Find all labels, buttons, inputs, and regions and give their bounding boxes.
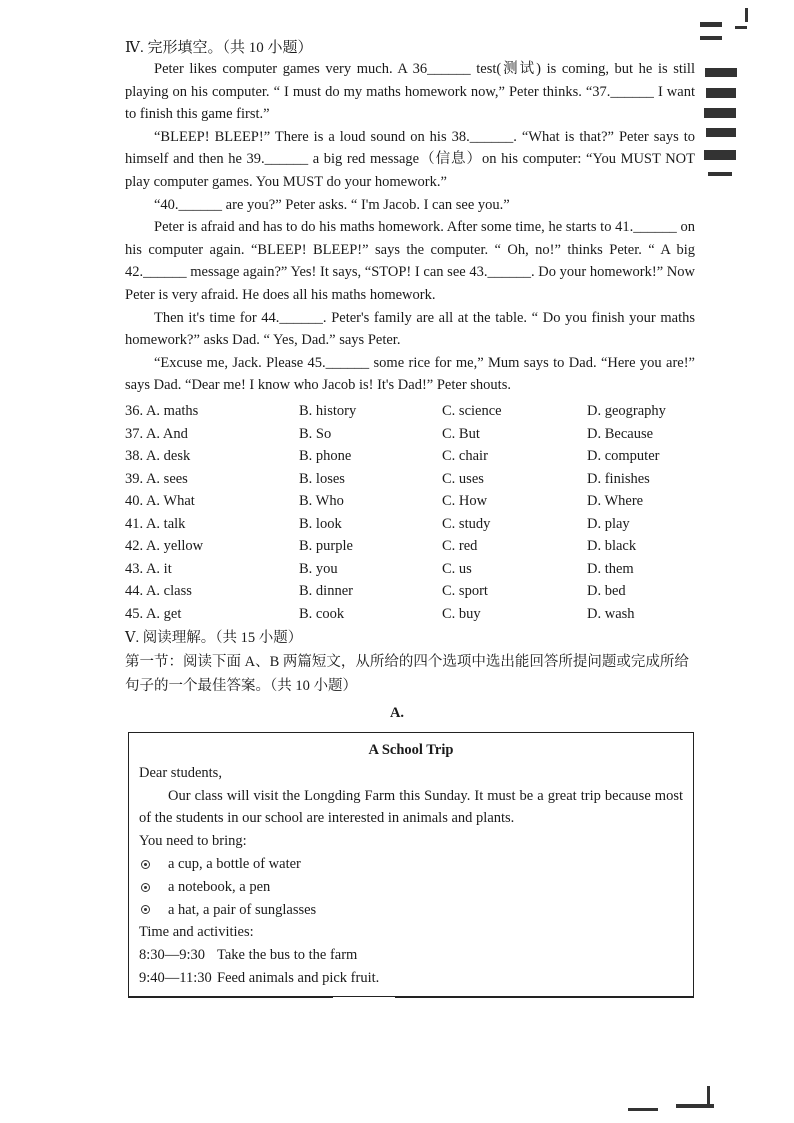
option-d: D. black	[587, 538, 637, 554]
scan-mark	[700, 22, 722, 27]
schedule-activity: Feed animals and pick fruit.	[217, 969, 380, 986]
option-row	[125, 580, 725, 603]
option-a: 44. A. class	[125, 583, 192, 599]
section5-title: Ⅴ. 阅读理解。（共 15 小题）	[125, 630, 303, 646]
option-a: 42. A. yellow	[125, 538, 204, 554]
option-c: C. science	[442, 403, 502, 419]
option-b: B. history	[299, 403, 357, 419]
cloze-options	[125, 400, 725, 625]
box-title: A School Trip	[368, 742, 454, 758]
passage-paragraph: Peter likes computer games very much. A 36______ test(测试) is coming, but he is still playing on his computer. “ I must do my maths homework now,” Peter thinks. “37.______ I want to finish this game first.”	[125, 61, 695, 123]
scan-mark	[707, 1086, 710, 1108]
option-d: D. them	[587, 560, 634, 577]
option-a: 36. A. maths	[125, 403, 199, 419]
scan-mark	[735, 26, 747, 29]
option-row	[125, 603, 725, 626]
scan-mark	[708, 172, 732, 176]
bring-item-text: a notebook, a pen	[168, 878, 271, 895]
option-d: D. bed	[587, 583, 626, 599]
option-b: B. So	[299, 425, 332, 442]
option-a: 39. A. sees	[125, 470, 188, 487]
time-label: Time and activities:	[139, 924, 254, 941]
section5-header	[125, 626, 700, 698]
option-a: 40. A. What	[125, 493, 195, 509]
option-d: D. wash	[587, 605, 635, 622]
option-row	[125, 468, 725, 491]
schedule-row	[139, 967, 683, 990]
passage-paragraph: “40.______ are you?” Peter asks. “ I'm Jacob. I can see you.”	[154, 196, 510, 213]
bring-label: You need to bring:	[139, 833, 247, 850]
option-row	[125, 535, 725, 558]
section4-title: Ⅳ. 完形填空。（共 10 小题）	[125, 40, 313, 56]
rule-line	[128, 996, 333, 998]
bullet-icon	[141, 905, 150, 914]
scan-mark	[704, 108, 736, 118]
bring-item-text: a cup, a bottle of water	[168, 855, 301, 872]
option-b: B. phone	[299, 448, 352, 464]
option-a: 43. A. it	[125, 560, 172, 577]
option-row	[125, 400, 725, 423]
scan-mark	[628, 1108, 658, 1111]
option-b: B. look	[299, 515, 342, 532]
option-c: C. How	[442, 493, 488, 509]
option-a: 38. A. desk	[125, 448, 191, 464]
option-b: B. dinner	[299, 583, 353, 599]
schedule-time: 9:40—11:30	[139, 969, 212, 986]
option-c: C. study	[442, 515, 491, 532]
bring-item	[139, 876, 683, 899]
passage-paragraph: “BLEEP! BLEEP!” There is a loud sound on his 38.______. “What is that?” Peter says to himself and then he 39.______ a big red message（信息）on his computer: “You MUST NOT play computer games. You MUST do your homework.”	[125, 128, 695, 190]
passage-box	[128, 732, 694, 997]
scan-mark	[705, 68, 737, 77]
scan-mark	[745, 8, 748, 22]
box-greeting: Dear students,	[139, 764, 222, 781]
option-a: 45. A. get	[125, 605, 182, 622]
option-b: B. you	[299, 560, 338, 577]
schedule-row	[139, 944, 683, 967]
cloze-passage	[125, 58, 695, 397]
bring-item	[139, 899, 683, 922]
option-row	[125, 423, 725, 446]
option-row	[125, 558, 725, 581]
option-d: D. Where	[587, 493, 644, 509]
rule-line	[395, 996, 694, 998]
option-c: C. us	[442, 560, 472, 577]
option-d: D. play	[587, 515, 630, 532]
section5-instruction: 第一节：阅读下面 A、B 两篇短文，从所给的四个选项中选出能回答所提问题或完成所给句子的一个最佳答案。（共 10 小题）	[125, 654, 689, 694]
schedule-activity: Take the bus to the farm	[217, 947, 358, 964]
option-a: 41. A. talk	[125, 515, 186, 532]
bring-item-text: a hat, a pair of sunglasses	[168, 901, 317, 918]
schedule-time: 8:30—9:30	[139, 947, 206, 964]
option-row	[125, 513, 725, 536]
option-row	[125, 490, 725, 513]
option-c: C. red	[442, 538, 478, 554]
option-d: D. finishes	[587, 470, 650, 487]
option-c: C. sport	[442, 583, 488, 599]
option-row	[125, 445, 725, 468]
option-d: D. Because	[587, 425, 654, 442]
option-c: C. But	[442, 425, 480, 442]
option-d: D. geography	[587, 403, 666, 419]
box-intro: Our class will visit the Longding Farm this Sunday. It must be a great trip because most of the students in our school are interested in animals and plants.	[139, 787, 683, 827]
scan-mark	[700, 36, 722, 40]
option-c: C. uses	[442, 470, 484, 487]
bring-item	[139, 853, 683, 876]
option-b: B. Who	[299, 493, 344, 509]
passage-label: A.	[389, 705, 405, 721]
option-b: B. cook	[299, 605, 345, 622]
scan-mark	[706, 88, 736, 98]
passage-paragraph: Peter is afraid and has to do his maths homework. After some time, he starts to 41.______ on his computer again. “BLEEP! BLEEP!” says the computer. “ Oh, no!” thinks Peter. “ A big 42.______ message again?” Yes! It says, “STOP! I can see 43.______. Do your homework!” Now Peter is very afraid. He does all his maths homework.	[125, 219, 695, 303]
bullet-icon	[141, 860, 150, 869]
bullet-icon	[141, 883, 150, 892]
option-d: D. computer	[587, 448, 660, 464]
option-c: C. buy	[442, 605, 481, 622]
option-a: 37. A. And	[125, 425, 188, 442]
option-b: B. loses	[299, 470, 345, 487]
option-c: C. chair	[442, 448, 488, 464]
scan-mark	[706, 128, 736, 137]
scan-mark	[704, 150, 736, 160]
passage-paragraph: “Excuse me, Jack. Please 45.______ some rice for me,” Mum says to Dad. “Here you are!” says Dad. “Dear me! I know who Jacob is! It's Dad!” Peter shouts.	[125, 354, 695, 394]
option-b: B. purple	[299, 538, 353, 554]
passage-paragraph: Then it's time for 44.______. Peter's family are all at the table. “ Do you finish your maths homework?” asks Dad. “ Yes, Dad.” says Peter.	[125, 309, 695, 349]
